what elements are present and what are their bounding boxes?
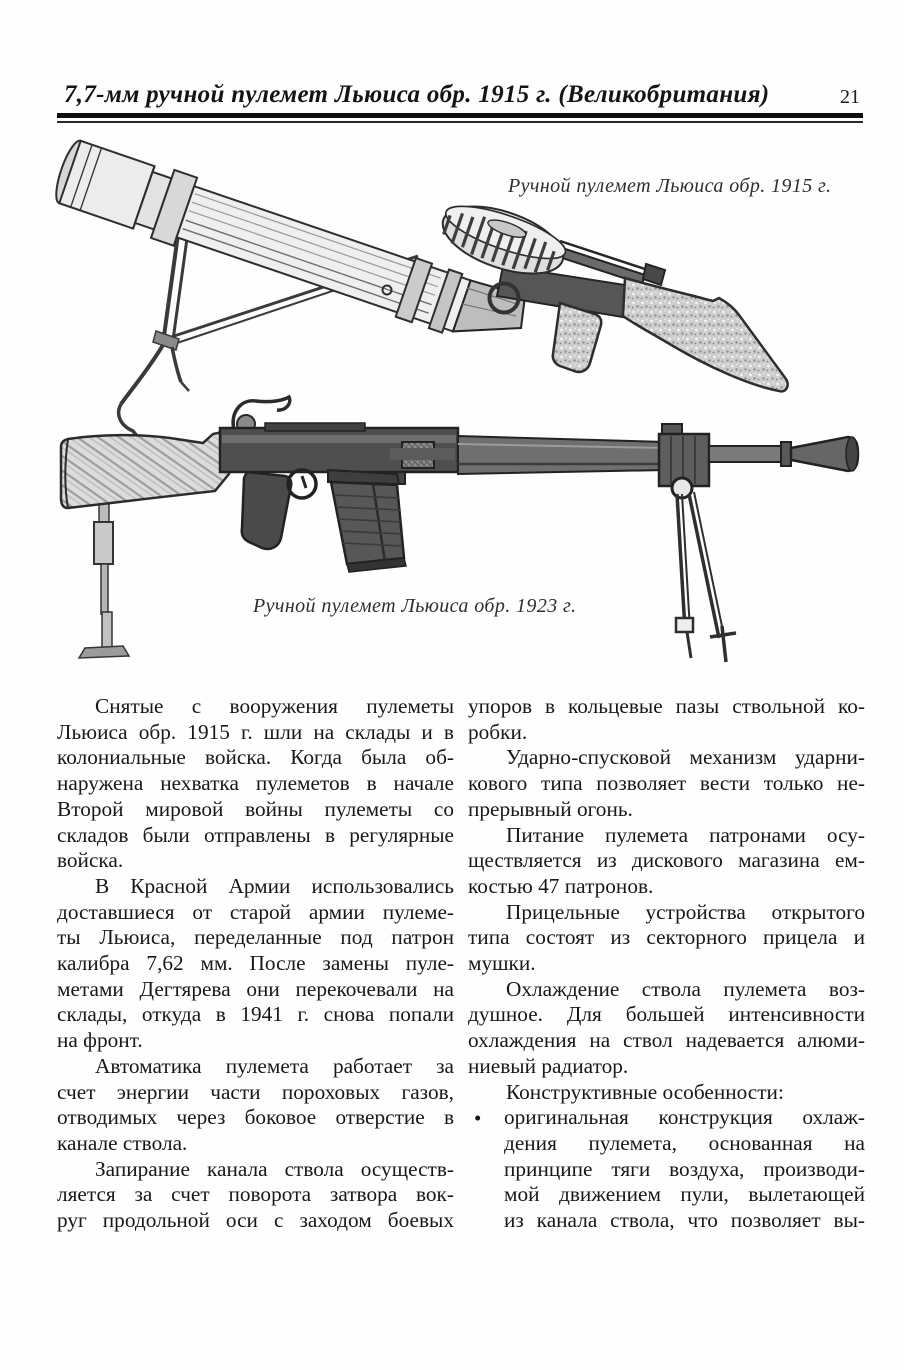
text-line: Прицельные устройства открытого (506, 899, 865, 924)
buttstock (623, 278, 788, 391)
lewis-1923-drawing (55, 390, 865, 675)
header-rule-thick (57, 113, 863, 118)
paragraph (57, 1157, 454, 1234)
page-number: 21 (840, 86, 860, 108)
text-line: складов были отправлены в регулярные (57, 822, 454, 847)
text-line: упоров в кольцевые пазы ствольной ко- (468, 694, 865, 718)
text-line: принципе тяги воздуха, производи- (504, 1156, 865, 1181)
text-line: доставшиеся от старой армии пулеме- (57, 899, 454, 924)
text-line: Охлаждение ствола пулемета воз- (506, 976, 865, 1001)
text-line: Запирание канала ствола осуществ- (95, 1156, 454, 1181)
paragraph (468, 823, 865, 900)
body-text (57, 694, 865, 1234)
text-column-left (57, 694, 454, 1234)
text-line: наружена нехватка пулеметов в начале (57, 771, 454, 796)
text-line: типа состоят из секторного прицела и (468, 925, 865, 950)
text-line: мой движением пули, вылетающей (504, 1182, 865, 1207)
text-column-right (468, 694, 865, 1234)
figure-caption-1923: Ручной пулемет Льюиса обр. 1923 г. (253, 595, 577, 617)
page-title: 7,7-мм ручной пулемет Льюиса обр. 1915 г. (Великобритания) (64, 81, 770, 108)
text-line: Конструктивные особенности: (506, 1079, 784, 1104)
text-line: канале ствола. (57, 1130, 188, 1155)
text-line: ществляется из дискового магазина ем- (468, 848, 865, 873)
text-line: на фронт. (57, 1028, 143, 1053)
text-line: костью 47 патронов. (468, 873, 654, 898)
paragraph (468, 900, 865, 977)
text-line: робки. (468, 719, 528, 744)
paragraph (57, 874, 454, 1054)
text-line: метами Дегтярева они перекочевали на (57, 976, 454, 1001)
text-line: Питание пулемета патронами осу- (506, 822, 865, 847)
text-line: Автоматика пулемета работает за (95, 1053, 454, 1078)
text-line: ниевый радиатор. (468, 1053, 629, 1078)
figure-caption-1915: Ручной пулемет Льюиса обр. 1915 г. (508, 175, 832, 197)
paragraph (468, 977, 865, 1080)
text-line: Второй мировой войны пулеметы со (57, 796, 454, 821)
paragraph (468, 745, 865, 822)
monopod (79, 502, 129, 658)
bullet-marker: • (474, 1106, 482, 1131)
barrel (458, 424, 858, 498)
text-line: счет энергии части пороховых газов, (57, 1079, 454, 1104)
stock (61, 431, 229, 508)
paragraph (57, 694, 454, 874)
text-line: мушки. (468, 951, 536, 976)
text-line: В Красной Армии использовались (95, 873, 454, 898)
bipod (676, 492, 736, 662)
trigger-group (242, 470, 316, 549)
text-line: душное. Для большей интенсивности (468, 1002, 865, 1027)
text-line: дения пулемета, основанная на (504, 1130, 865, 1155)
figure-lewis-1923 (55, 390, 865, 675)
text-line: калибра 7,62 мм. После замены пуле- (57, 951, 454, 976)
text-line: оригинальная конструкция охлаж- (504, 1105, 865, 1130)
text-line: отводимых через боковое отверстие в (57, 1105, 454, 1130)
paragraph (57, 1054, 454, 1157)
text-line: склады, откуда в 1941 г. снова попали (57, 1002, 454, 1027)
text-line: колониальные войска. Когда была об- (57, 745, 454, 770)
header-rule-thin (57, 121, 863, 123)
bullet-paragraph (468, 1105, 865, 1234)
text-line: руг продольной оси с заходом боевых (57, 1208, 454, 1233)
barrel-shroud (55, 138, 471, 333)
text-line: прерывный огонь. (468, 796, 633, 821)
text-line: Снятые с вооружения пулеметы (95, 694, 454, 718)
text-line: ты Льюиса, переделанные под патрон (57, 925, 454, 950)
paragraph (468, 694, 865, 745)
box-magazine (328, 470, 406, 572)
text-line: Ударно-спусковой механизм ударни- (506, 745, 865, 770)
text-line: ляется за счет поворота затвора вок- (57, 1182, 454, 1207)
text-line: войска. (57, 848, 124, 873)
text-line: из канала ствола, что позволяет вы- (504, 1208, 865, 1233)
text-line: Льюиса обр. 1915 г. шли на склады и в (57, 719, 454, 744)
paragraph (468, 1080, 865, 1106)
text-line: охлаждения на ствол надевается алюми- (468, 1028, 865, 1053)
text-line: кового типа позволяет вести только не- (468, 771, 865, 796)
